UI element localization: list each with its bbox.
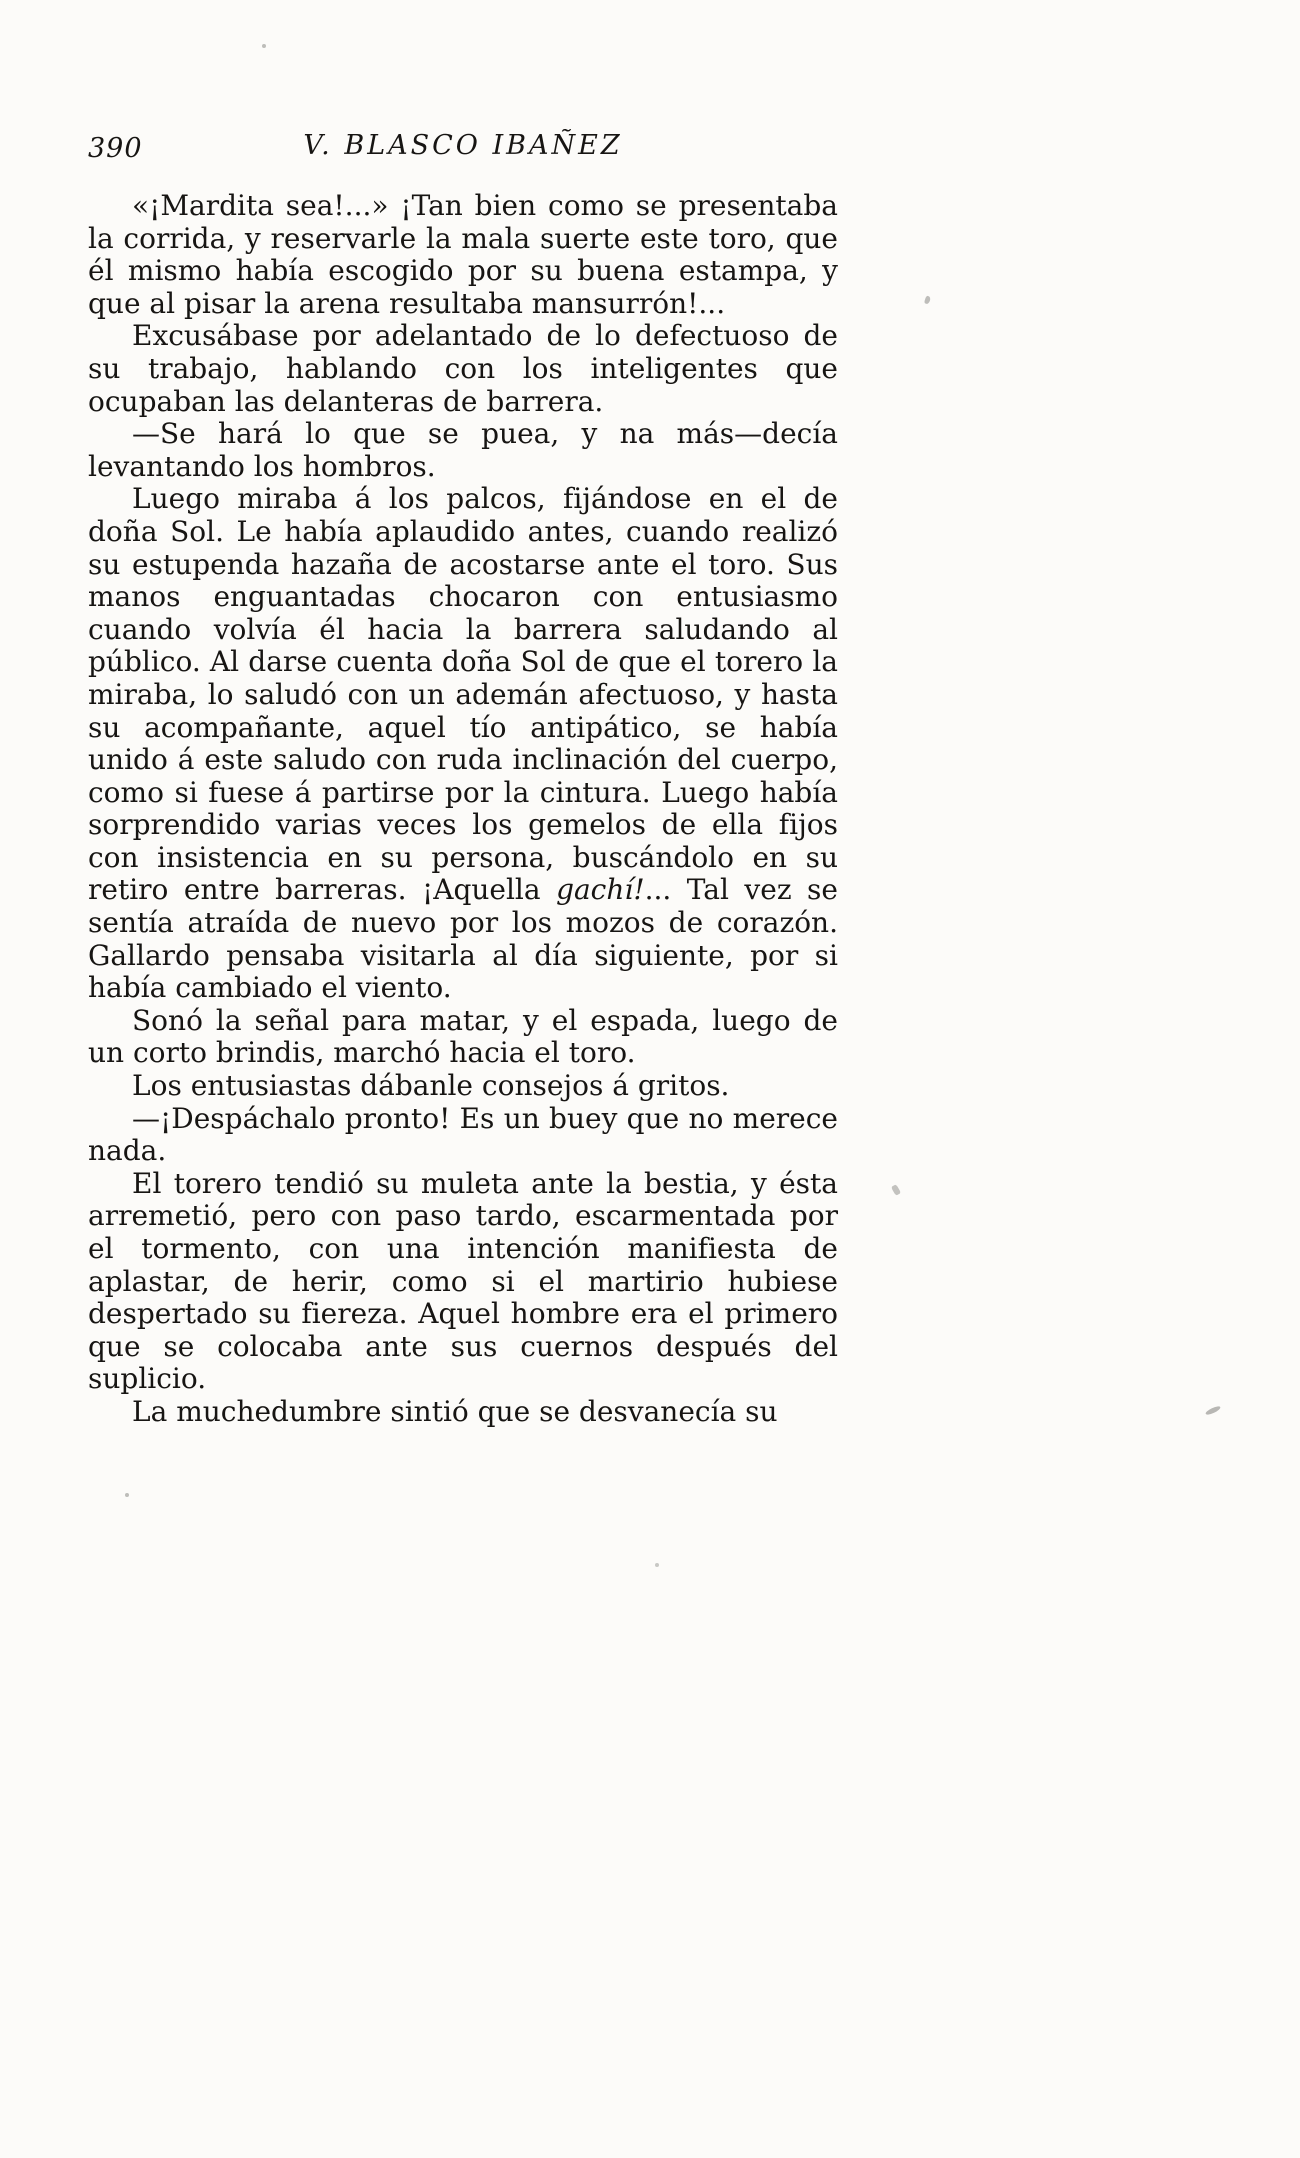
scan-artifact bbox=[1205, 1405, 1222, 1416]
page-body bbox=[88, 190, 838, 1429]
text-run: Luego miraba á los palcos, fijándose en el de doña Sol. Le había aplaudido antes, cuando realizó su estupenda hazaña de acostarse ante el toro. Sus manos enguantadas chocaron con entusiasmo cuando volvía él hacia la barrera saludando al público. Al darse cuenta doña Sol de que el torero la miraba, lo saludó con un ademán afectuoso, y hasta su acompañante, aquel tío antipático, se había unido á este saludo con ruda inclinación del cuerpo, como si fuese á partirse por la cintura. Luego había sorprendido varias veces los gemelos de ella fijos con insistencia en su persona, buscándolo en su retiro entre barreras. ¡Aquella bbox=[88, 482, 838, 907]
paragraph bbox=[88, 190, 838, 320]
scan-artifact bbox=[655, 1563, 659, 1567]
scan-artifact bbox=[125, 1493, 129, 1497]
text-run: La muchedumbre sintió que se desvanecía su bbox=[132, 1394, 778, 1428]
text-run: Sonó la señal para matar, y el espada, luego de un corto brindis, marchó hacia el toro. bbox=[88, 1003, 838, 1070]
page-header bbox=[88, 130, 838, 170]
text-run: —¡Despáchalo pronto! Es un buey que no merece nada. bbox=[88, 1101, 838, 1168]
scan-artifact bbox=[262, 44, 266, 48]
text-run: ... Tal vez se sentía atraída de nuevo por los mozos de corazón. Gallardo pensaba visitarla al día siguiente, por si había cambiado el viento. bbox=[88, 873, 838, 1005]
running-title: V. BLASCO IBAÑEZ bbox=[303, 130, 623, 161]
paragraph bbox=[88, 418, 838, 483]
italic-text: gachí! bbox=[556, 873, 645, 907]
text-run: «¡Mardita sea!...» ¡Tan bien como se presentaba la corrida, y reservarle la mala suerte este toro, que él mismo había escogido por su buena estampa, y que al pisar la arena resultaba mansurrón!... bbox=[88, 189, 838, 320]
text-run: El torero tendió su muleta ante la bestia, y ésta arremetió, pero con paso tardo, escarmentada por el tormento, con una intención manifiesta de aplastar, de herir, como si el martirio hubiese despertado su fiereza. Aquel hombre era el primero que se colocaba ante sus cuernos después del suplicio. bbox=[88, 1166, 838, 1396]
paragraph bbox=[88, 1070, 838, 1103]
paragraph bbox=[88, 320, 838, 418]
text-run: Los entusiastas dábanle consejos á gritos. bbox=[132, 1069, 730, 1103]
paragraph bbox=[88, 483, 838, 1005]
paragraph bbox=[88, 1005, 838, 1070]
text-run: Excusábase por adelantado de lo defectuoso de su trabajo, hablando con los inteligentes que ocupaban las delanteras de barrera. bbox=[88, 319, 838, 418]
paragraph bbox=[88, 1396, 838, 1429]
page-number: 390 bbox=[88, 133, 143, 164]
paragraph bbox=[88, 1103, 838, 1168]
paragraph bbox=[88, 1168, 838, 1396]
text-run: —Se hará lo que se puea, y na más—decía levantando los hombros. bbox=[88, 417, 838, 483]
scan-artifact bbox=[891, 1184, 901, 1196]
scan-artifact bbox=[924, 295, 931, 304]
